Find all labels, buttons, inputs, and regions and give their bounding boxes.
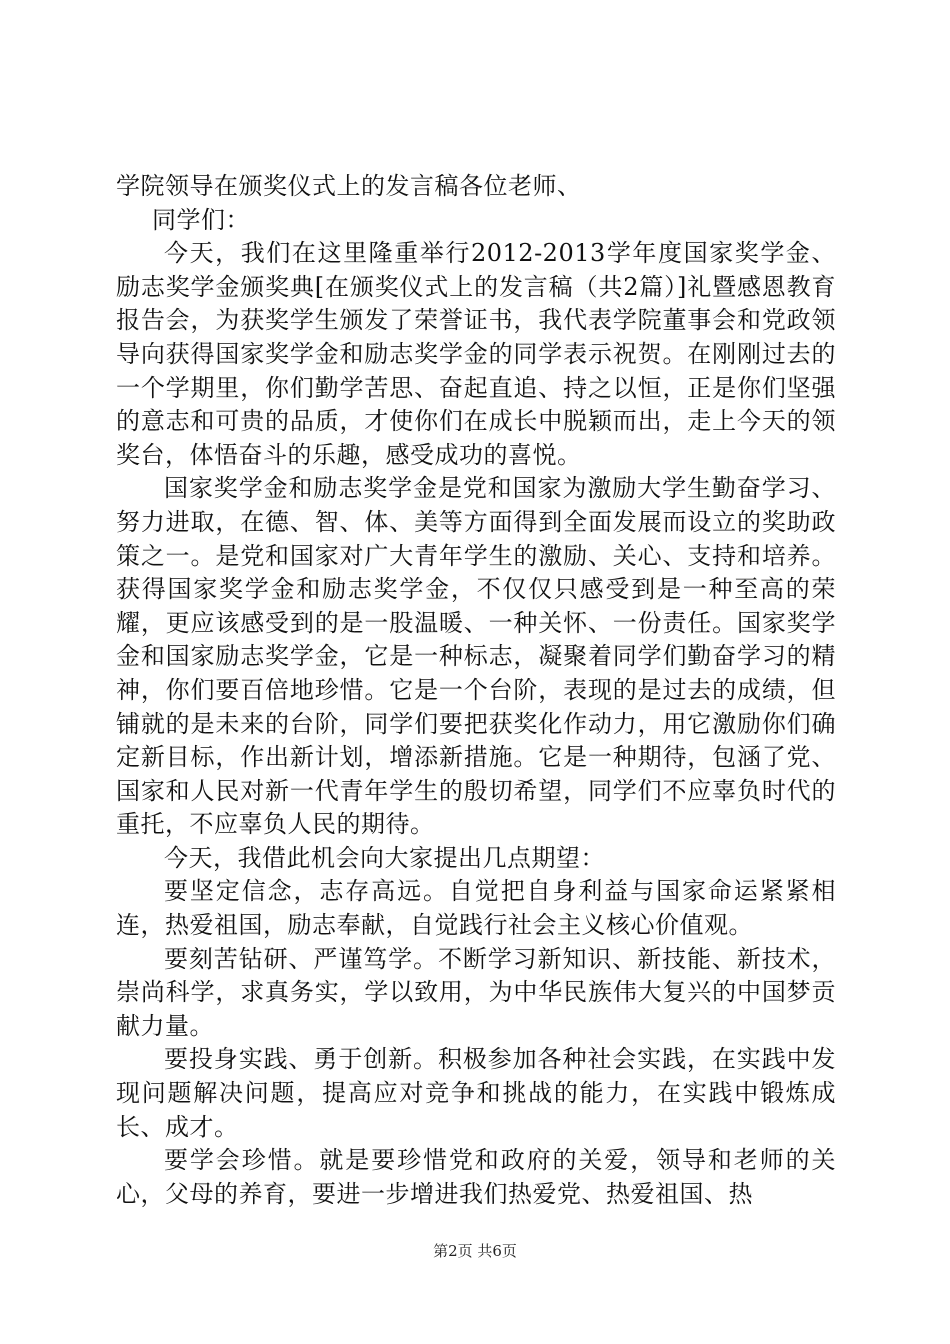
title-line: 学院领导在颁奖仪式上的发言稿各位老师、: [116, 172, 582, 200]
paragraph-expectation-1: 要坚定信念，志存高远。自觉把自身利益与国家命运紧紧相连，热爱祖国，励志奉献，自觉践行社会主义核心价值观。: [116, 877, 836, 940]
document-body: [116, 170, 836, 1211]
paragraph-expectation-3: 要投身实践、勇于创新。积极参加各种社会实践，在实践中发现问题解决问题，提高应对竞争和挑战的能力，在实践中锻炼成长、成才。: [116, 1045, 836, 1141]
paragraph-scholarship: 国家奖学金和励志奖学金是党和国家为激励大学生勤奋学习、努力进取，在德、智、体、美等方面得到全面发展而设立的奖助政策之一。是党和国家对广大青年学生的激励、关心、支持和培养。获得国家奖学金和励志奖学金，不仅仅只感受到是一种至高的荣耀，更应该感受到的是一股温暖、一种关怀、一份责任。国家奖学金和国家励志奖学金，它是一种标志，凝聚着同学们勤奋学习的精神，你们要百倍地珍惜。它是一个台阶，表现的是过去的成绩，但铺就的是未来的台阶，同学们要把获奖化作动力，用它激励你们确定新目标，作出新计划，增添新措施。它是一种期待，包涵了党、国家和人民对新一代青年学生的殷切希望，同学们不应辜负时代的重托，不应辜负人民的期待。: [116, 474, 836, 839]
salutation: 同学们：: [152, 205, 250, 234]
page-number-footer: 第2页 共6页: [433, 1242, 517, 1260]
paragraph-expectation-4: 要学会珍惜。就是要珍惜党和政府的关爱，领导和老师的关心，父母的养育，要进一步增进我们热爱党、热爱祖国、热: [116, 1146, 836, 1208]
paragraph-opening: 今天，我们在这里隆重举行2012-2013学年度国家奖学金、励志奖学金颁奖典[在颁奖仪式上的发言稿（共2篇）]礼暨感恩教育报告会，为获奖学生颁发了荣誉证书，我代表学院董事会和党政领导向获得国家奖学金和励志奖学金的同学表示祝贺。在刚刚过去的一个学期里，你们勤学苦思、奋起直追、持之以恒，正是你们坚强的意志和可贵的品质，才使你们在成长中脱颖而出，走上今天的领奖台，体悟奋斗的乐趣，感受成功的喜悦。: [116, 239, 836, 469]
paragraph-expectations-intro: 今天，我借此机会向大家提出几点期望：: [164, 843, 605, 872]
paragraph-expectation-2: 要刻苦钻研、严谨笃学。不断学习新知识、新技能、新技术，崇尚科学，求真务实，学以致用，为中华民族伟大复兴的中国梦贡献力量。: [116, 944, 836, 1040]
